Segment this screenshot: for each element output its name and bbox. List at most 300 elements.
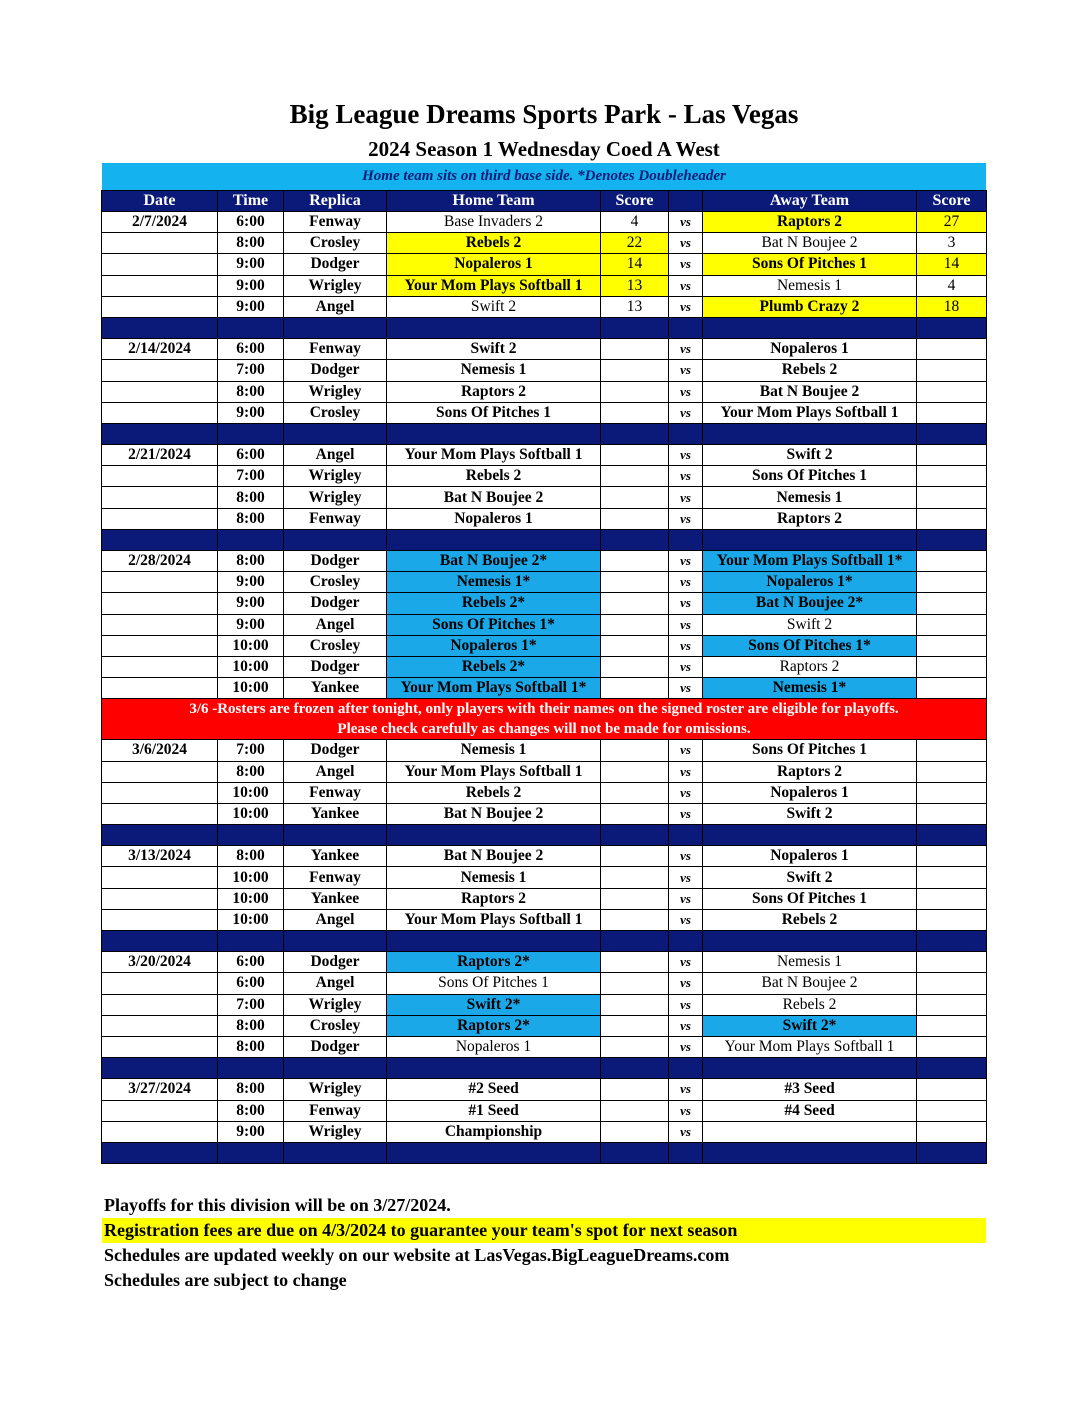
vs-label: vs	[669, 508, 703, 529]
game-date	[102, 614, 218, 635]
vs-label: vs	[669, 360, 703, 381]
away-team: Rebels 2	[703, 360, 917, 381]
home-score	[601, 678, 669, 699]
game-row	[102, 360, 987, 381]
home-team: Raptors 2*	[387, 1015, 601, 1036]
vs-label: vs	[669, 572, 703, 593]
game-date: 2/7/2024	[102, 212, 218, 233]
game-date: 3/6/2024	[102, 740, 218, 761]
separator-cell	[917, 423, 987, 444]
game-field: Angel	[284, 909, 387, 930]
home-team: Nopaleros 1*	[387, 635, 601, 656]
game-date	[102, 761, 218, 782]
home-score	[601, 1036, 669, 1057]
away-score: 18	[917, 296, 987, 317]
away-team: Nemesis 1	[703, 952, 917, 973]
game-date	[102, 296, 218, 317]
home-team: Nopaleros 1	[387, 1036, 601, 1057]
game-row	[102, 973, 987, 994]
away-score: 14	[917, 254, 987, 275]
home-team: Rebels 2	[387, 782, 601, 803]
separator-cell	[601, 1058, 669, 1079]
game-field: Dodger	[284, 656, 387, 677]
separator-cell	[284, 1058, 387, 1079]
home-team: Nemesis 1	[387, 740, 601, 761]
home-score	[601, 803, 669, 824]
away-team: Nopaleros 1	[703, 339, 917, 360]
away-score	[917, 803, 987, 824]
home-team: Raptors 2	[387, 381, 601, 402]
away-score	[917, 402, 987, 423]
separator-cell	[917, 529, 987, 550]
alert-line-1: 3/6 -Rosters are frozen after tonight, only players with their names on the signed roster are eligible for playoffs.	[189, 701, 899, 718]
separator-cell	[601, 825, 669, 846]
game-row	[102, 402, 987, 423]
website-note: Schedules are updated weekly on our website at LasVegas.BigLeagueDreams.com	[104, 1245, 730, 1265]
vs-label: vs	[669, 994, 703, 1015]
game-field: Yankee	[284, 888, 387, 909]
separator-cell	[218, 931, 284, 952]
separator-cell	[387, 931, 601, 952]
vs-label: vs	[669, 656, 703, 677]
away-score	[917, 656, 987, 677]
game-date	[102, 803, 218, 824]
game-field: Wrigley	[284, 466, 387, 487]
away-score	[917, 551, 987, 572]
separator-cell	[703, 931, 917, 952]
game-time: 8:00	[218, 1036, 284, 1057]
game-date	[102, 888, 218, 909]
game-row	[102, 803, 987, 824]
away-score	[917, 1100, 987, 1121]
home-score	[601, 551, 669, 572]
game-field: Angel	[284, 761, 387, 782]
game-row	[102, 339, 987, 360]
game-date: 2/28/2024	[102, 551, 218, 572]
game-field: Crosley	[284, 233, 387, 254]
away-score	[917, 593, 987, 614]
away-team: Nemesis 1	[703, 275, 917, 296]
game-row	[102, 296, 987, 317]
game-time: 8:00	[218, 381, 284, 402]
separator-cell	[218, 825, 284, 846]
vs-label: vs	[669, 487, 703, 508]
away-team: Your Mom Plays Softball 1	[703, 402, 917, 423]
away-team: Bat N Boujee 2	[703, 381, 917, 402]
away-team: Bat N Boujee 2*	[703, 593, 917, 614]
separator-cell	[669, 317, 703, 338]
week-separator	[102, 1142, 987, 1163]
home-team: Nemesis 1*	[387, 572, 601, 593]
separator-cell	[387, 1142, 601, 1163]
separator-cell	[917, 931, 987, 952]
home-score	[601, 740, 669, 761]
game-date	[102, 360, 218, 381]
home-team: Nemesis 1	[387, 360, 601, 381]
vs-label: vs	[669, 593, 703, 614]
game-date	[102, 1100, 218, 1121]
away-team: Sons Of Pitches 1	[703, 466, 917, 487]
home-team: Rebels 2*	[387, 656, 601, 677]
home-score: 14	[601, 254, 669, 275]
game-field: Wrigley	[284, 487, 387, 508]
home-team: Your Mom Plays Softball 1	[387, 761, 601, 782]
game-field: Angel	[284, 614, 387, 635]
home-score	[601, 487, 669, 508]
game-field: Crosley	[284, 1015, 387, 1036]
away-score	[917, 867, 987, 888]
game-field: Wrigley	[284, 994, 387, 1015]
away-team: Swift 2	[703, 445, 917, 466]
home-score	[601, 761, 669, 782]
separator-cell	[102, 317, 218, 338]
home-team: Swift 2	[387, 339, 601, 360]
game-time: 9:00	[218, 254, 284, 275]
home-team: Rebels 2	[387, 233, 601, 254]
away-score	[917, 1015, 987, 1036]
home-score: 4	[601, 212, 669, 233]
home-team: Bat N Boujee 2	[387, 803, 601, 824]
home-team: Bat N Boujee 2	[387, 487, 601, 508]
away-score	[917, 381, 987, 402]
game-date: 3/27/2024	[102, 1079, 218, 1100]
game-time: 6:00	[218, 339, 284, 360]
home-team: Base Invaders 2	[387, 212, 601, 233]
game-field: Dodger	[284, 1036, 387, 1057]
game-field: Wrigley	[284, 1121, 387, 1142]
separator-cell	[102, 529, 218, 550]
game-time: 10:00	[218, 678, 284, 699]
away-score	[917, 635, 987, 656]
game-time: 8:00	[218, 508, 284, 529]
game-time: 10:00	[218, 888, 284, 909]
game-date	[102, 1036, 218, 1057]
home-score	[601, 952, 669, 973]
home-team: Rebels 2	[387, 466, 601, 487]
game-row	[102, 1015, 987, 1036]
game-row	[102, 487, 987, 508]
vs-label: vs	[669, 254, 703, 275]
away-score	[917, 909, 987, 930]
game-time: 7:00	[218, 466, 284, 487]
separator-cell	[601, 1142, 669, 1163]
home-score	[601, 888, 669, 909]
game-date: 3/20/2024	[102, 952, 218, 973]
game-row	[102, 952, 987, 973]
game-row	[102, 381, 987, 402]
separator-cell	[102, 1142, 218, 1163]
separator-cell	[601, 423, 669, 444]
game-field: Dodger	[284, 952, 387, 973]
home-team: Bat N Boujee 2*	[387, 551, 601, 572]
game-time: 9:00	[218, 296, 284, 317]
game-date	[102, 381, 218, 402]
away-team: Rebels 2	[703, 994, 917, 1015]
game-date: 2/21/2024	[102, 445, 218, 466]
home-score	[601, 572, 669, 593]
change-note: Schedules are subject to change	[104, 1270, 347, 1290]
game-time: 8:00	[218, 1100, 284, 1121]
home-score	[601, 402, 669, 423]
away-score	[917, 614, 987, 635]
vs-label: vs	[669, 275, 703, 296]
away-team: Swift 2*	[703, 1015, 917, 1036]
game-date	[102, 656, 218, 677]
game-date	[102, 782, 218, 803]
away-team: Your Mom Plays Softball 1	[703, 1036, 917, 1057]
vs-label: vs	[669, 381, 703, 402]
game-row	[102, 466, 987, 487]
separator-cell	[284, 1142, 387, 1163]
away-score	[917, 466, 987, 487]
page-subtitle: 2024 Season 1 Wednesday Coed A West	[368, 137, 720, 161]
separator-cell	[601, 931, 669, 952]
roster-alert-row	[102, 699, 987, 740]
game-field: Fenway	[284, 212, 387, 233]
home-team: Championship	[387, 1121, 601, 1142]
game-date	[102, 233, 218, 254]
game-row	[102, 275, 987, 296]
separator-cell	[917, 317, 987, 338]
separator-cell	[387, 825, 601, 846]
game-date	[102, 593, 218, 614]
game-row	[102, 782, 987, 803]
vs-label: vs	[669, 212, 703, 233]
separator-cell	[669, 931, 703, 952]
home-score	[601, 445, 669, 466]
game-field: Wrigley	[284, 381, 387, 402]
away-score	[917, 339, 987, 360]
home-team: Your Mom Plays Softball 1	[387, 445, 601, 466]
away-team: Your Mom Plays Softball 1*	[703, 551, 917, 572]
home-team: Rebels 2*	[387, 593, 601, 614]
away-score	[917, 445, 987, 466]
vs-label: vs	[669, 296, 703, 317]
game-field: Dodger	[284, 740, 387, 761]
home-score	[601, 614, 669, 635]
away-score	[917, 888, 987, 909]
game-date	[102, 508, 218, 529]
separator-cell	[703, 825, 917, 846]
separator-cell	[917, 825, 987, 846]
away-team: Bat N Boujee 2	[703, 233, 917, 254]
separator-cell	[102, 423, 218, 444]
game-row	[102, 678, 987, 699]
separator-cell	[387, 423, 601, 444]
game-date	[102, 487, 218, 508]
separator-cell	[102, 825, 218, 846]
game-time: 9:00	[218, 593, 284, 614]
vs-label: vs	[669, 909, 703, 930]
game-row	[102, 635, 987, 656]
vs-label: vs	[669, 952, 703, 973]
home-team: Sons Of Pitches 1*	[387, 614, 601, 635]
away-team: Sons Of Pitches 1*	[703, 635, 917, 656]
separator-cell	[601, 317, 669, 338]
home-score	[601, 360, 669, 381]
away-team: Sons Of Pitches 1	[703, 888, 917, 909]
game-row	[102, 508, 987, 529]
game-time: 10:00	[218, 635, 284, 656]
separator-cell	[669, 423, 703, 444]
game-field: Crosley	[284, 402, 387, 423]
separator-cell	[917, 1142, 987, 1163]
vs-label: vs	[669, 1015, 703, 1036]
vs-label: vs	[669, 740, 703, 761]
home-score	[601, 635, 669, 656]
home-team-note: Home team sits on third base side. *Denotes Doubleheader	[102, 163, 986, 190]
separator-cell	[284, 423, 387, 444]
game-date	[102, 1121, 218, 1142]
away-score	[917, 740, 987, 761]
vs-label: vs	[669, 445, 703, 466]
separator-cell	[703, 529, 917, 550]
vs-label: vs	[669, 846, 703, 867]
col-home-team: Home Team	[387, 191, 601, 212]
game-row	[102, 1100, 987, 1121]
game-field: Yankee	[284, 678, 387, 699]
game-row	[102, 233, 987, 254]
vs-label: vs	[669, 551, 703, 572]
registration-note: Registration fees are due on 4/3/2024 to guarantee your team's spot for next season	[102, 1218, 986, 1243]
home-team: #2 Seed	[387, 1079, 601, 1100]
home-score	[601, 846, 669, 867]
home-team: Sons Of Pitches 1	[387, 402, 601, 423]
roster-alert	[102, 699, 987, 740]
game-time: 8:00	[218, 761, 284, 782]
game-field: Fenway	[284, 508, 387, 529]
col-away-score: Score	[917, 191, 987, 212]
game-date	[102, 1015, 218, 1036]
away-team: Nemesis 1*	[703, 678, 917, 699]
away-score	[917, 360, 987, 381]
separator-cell	[669, 529, 703, 550]
separator-cell	[284, 529, 387, 550]
game-date	[102, 909, 218, 930]
home-score: 22	[601, 233, 669, 254]
game-time: 9:00	[218, 614, 284, 635]
game-row	[102, 1121, 987, 1142]
header-row	[102, 191, 987, 212]
home-score: 13	[601, 275, 669, 296]
separator-cell	[387, 1058, 601, 1079]
separator-cell	[218, 317, 284, 338]
game-field: Fenway	[284, 782, 387, 803]
away-score: 4	[917, 275, 987, 296]
home-score	[601, 1121, 669, 1142]
away-team: Sons Of Pitches 1	[703, 740, 917, 761]
away-score	[917, 678, 987, 699]
vs-label: vs	[669, 635, 703, 656]
week-separator	[102, 931, 987, 952]
game-time: 10:00	[218, 803, 284, 824]
col-time: Time	[218, 191, 284, 212]
away-score	[917, 1079, 987, 1100]
game-field: Fenway	[284, 867, 387, 888]
home-score: 13	[601, 296, 669, 317]
home-score	[601, 593, 669, 614]
away-team: Swift 2	[703, 614, 917, 635]
game-row	[102, 656, 987, 677]
game-time: 9:00	[218, 572, 284, 593]
separator-cell	[387, 529, 601, 550]
game-time: 7:00	[218, 360, 284, 381]
game-field: Fenway	[284, 1100, 387, 1121]
vs-label: vs	[669, 402, 703, 423]
away-team: Raptors 2	[703, 212, 917, 233]
game-date	[102, 867, 218, 888]
game-time: 7:00	[218, 994, 284, 1015]
game-date: 2/14/2024	[102, 339, 218, 360]
away-score	[917, 1036, 987, 1057]
game-field: Wrigley	[284, 1079, 387, 1100]
home-team: Bat N Boujee 2	[387, 846, 601, 867]
game-field: Crosley	[284, 572, 387, 593]
home-score	[601, 909, 669, 930]
week-separator	[102, 423, 987, 444]
away-score: 3	[917, 233, 987, 254]
separator-cell	[284, 931, 387, 952]
home-score	[601, 466, 669, 487]
home-team: Nopaleros 1	[387, 254, 601, 275]
game-date	[102, 572, 218, 593]
game-field: Yankee	[284, 846, 387, 867]
away-team: Raptors 2	[703, 656, 917, 677]
game-time: 6:00	[218, 445, 284, 466]
game-row	[102, 994, 987, 1015]
away-team: #4 Seed	[703, 1100, 917, 1121]
home-team: #1 Seed	[387, 1100, 601, 1121]
home-score	[601, 973, 669, 994]
away-score	[917, 1121, 987, 1142]
game-row	[102, 909, 987, 930]
home-score	[601, 1079, 669, 1100]
game-time: 6:00	[218, 212, 284, 233]
away-score	[917, 952, 987, 973]
away-score	[917, 508, 987, 529]
game-time: 10:00	[218, 867, 284, 888]
game-time: 9:00	[218, 275, 284, 296]
game-row	[102, 740, 987, 761]
game-time: 8:00	[218, 233, 284, 254]
away-team: Rebels 2	[703, 909, 917, 930]
away-score	[917, 973, 987, 994]
separator-cell	[218, 529, 284, 550]
away-team	[703, 1121, 917, 1142]
game-row	[102, 846, 987, 867]
playoffs-note: Playoffs for this division will be on 3/27/2024.	[104, 1195, 451, 1215]
separator-cell	[703, 317, 917, 338]
game-row	[102, 761, 987, 782]
week-separator	[102, 529, 987, 550]
separator-cell	[601, 529, 669, 550]
separator-cell	[218, 423, 284, 444]
game-time: 9:00	[218, 1121, 284, 1142]
game-date: 3/13/2024	[102, 846, 218, 867]
col-date: Date	[102, 191, 218, 212]
vs-label: vs	[669, 761, 703, 782]
game-field: Dodger	[284, 254, 387, 275]
game-date	[102, 254, 218, 275]
away-team: Swift 2	[703, 803, 917, 824]
away-team: Nopaleros 1	[703, 782, 917, 803]
separator-cell	[669, 1058, 703, 1079]
game-row	[102, 593, 987, 614]
vs-label: vs	[669, 973, 703, 994]
alert-line-2: Please check carefully as changes will not be made for omissions.	[337, 721, 751, 738]
separator-cell	[703, 1058, 917, 1079]
game-row	[102, 572, 987, 593]
